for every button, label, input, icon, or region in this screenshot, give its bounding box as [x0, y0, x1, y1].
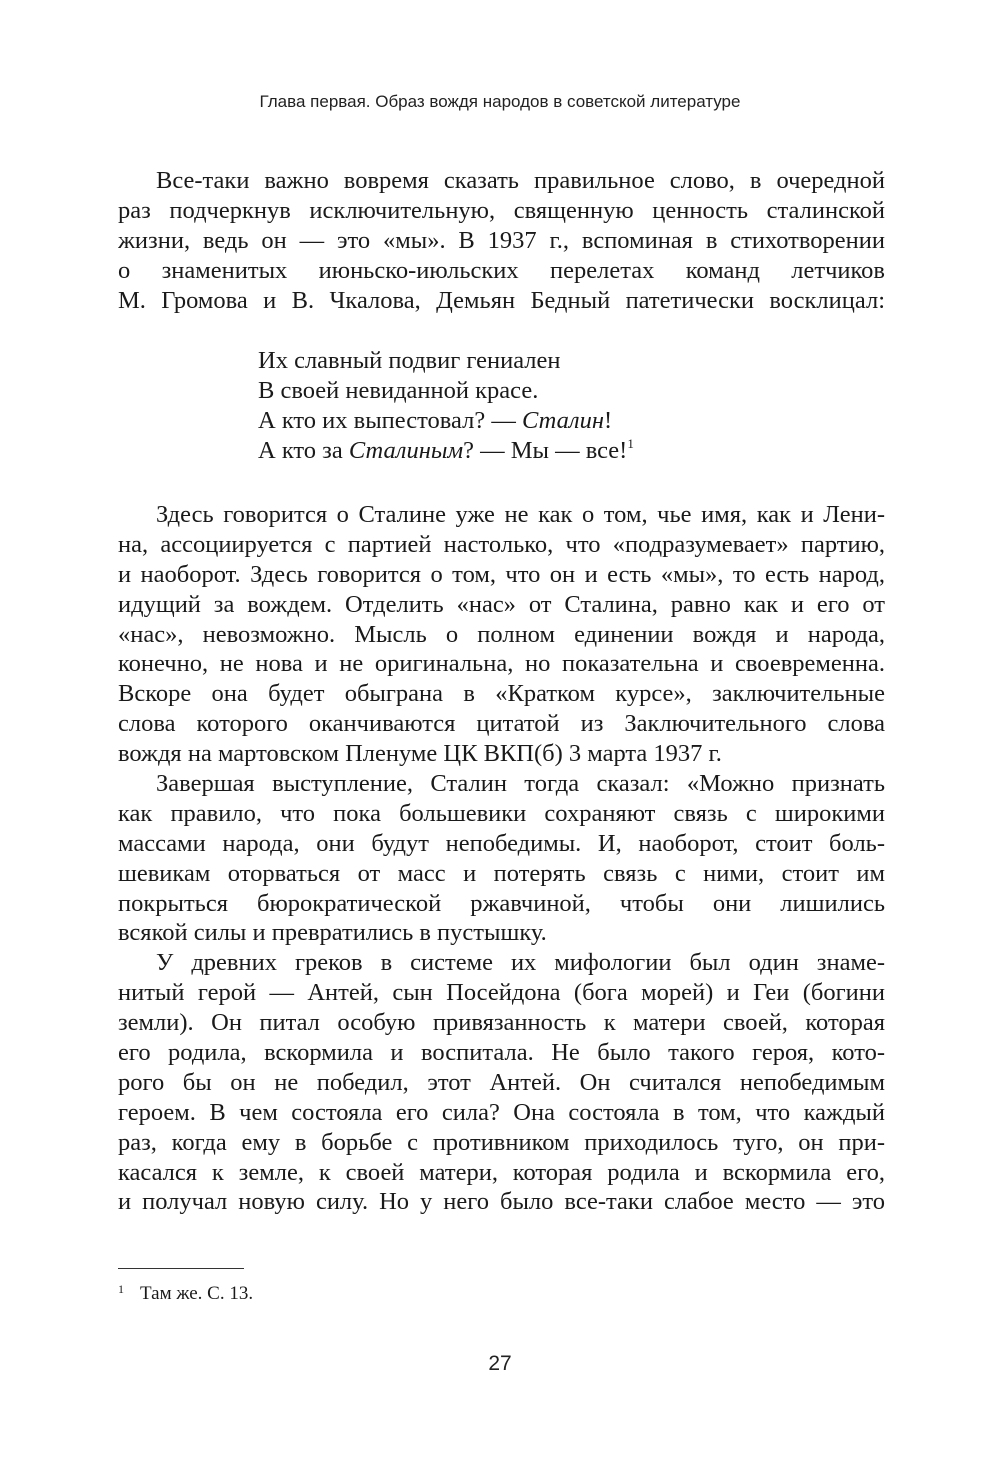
text-line: Все-таки важно вовремя сказать правильное слово, в очередной — [156, 167, 885, 194]
text-line: героем. В чем состояла его сила? Она состояла в том, что каждый — [118, 1098, 885, 1126]
text: ! — [604, 407, 613, 434]
text-line: вождя на мартовском Пленуме ЦК ВКП(б) 3 марта 1937 г. — [118, 740, 722, 768]
text-line: массами народа, они будут непобедимы. И, наоборот, стоит боль- — [118, 829, 885, 857]
running-header: Глава первая. Образ вождя народов в советской литературе — [259, 92, 741, 111]
footnote-divider — [118, 1268, 244, 1269]
text-line: М. Громова и В. Чкалова, Демьян Бедный патетически восклицал: — [118, 286, 885, 314]
text-line: слова которого оканчиваются цитатой из Заключительного слова — [118, 710, 885, 738]
footnote-number: 1 — [118, 1282, 124, 1296]
footnote-ref[interactable]: 1 — [627, 436, 634, 451]
text: А кто за — [258, 437, 349, 464]
text-line: Завершая выступление, Сталин тогда сказал: «Можно признать — [156, 770, 885, 798]
text-line: и получал новую силу. Но у него было все-таки слабое место — это — [118, 1188, 885, 1216]
italic-text: Сталиным — [348, 437, 464, 464]
text-line: рого бы он не победил, этот Антей. Он считался непобедимым — [118, 1068, 885, 1096]
page-number: 27 — [488, 1352, 512, 1375]
text-line: жизни, ведь он — это «мы». В 1937 г., вспоминая в стихотворении — [118, 226, 885, 254]
poem-line: В своей невиданной красе. — [258, 377, 539, 404]
text-line: шевикам оторваться от масс и потерять связь с ними, стоит им — [118, 859, 885, 887]
text-line: его родила, вскормила и воспитала. Не было такого героя, кото- — [118, 1039, 885, 1067]
text-line: раз подчеркнув исключительную, священную ценность сталинской — [118, 196, 885, 224]
text-line: о знаменитых июньско-июльских перелетах команд летчиков — [118, 256, 885, 284]
text-line: касался к земле, к своей матери, которая родила и вскормила его, — [118, 1158, 885, 1186]
footnote-text: Там же. С. 13. — [140, 1283, 254, 1304]
text-line: Здесь говорится о Сталине уже не как о том, чье имя, как и Лени- — [156, 501, 885, 528]
text-line: нитый герой — Антей, сын Посейдона (бога морей) и Геи (богини — [118, 979, 885, 1007]
poem-line — [258, 406, 634, 436]
paragraph-1 — [118, 166, 885, 315]
text-line: конечно, не нова и не оригинальна, но показательна и своевременна. — [118, 650, 885, 678]
text-line: на, ассоциируется с партией настолько, что «подразумевает» партию, — [118, 530, 885, 558]
footnote — [118, 1282, 253, 1305]
text-line: и наоборот. Здесь говорится о том, что он и есть «мы», то есть народ, — [118, 560, 885, 588]
text-line: как правило, что пока большевики сохраняют связь с широкими — [118, 799, 885, 827]
paragraph-2 — [118, 500, 885, 1217]
poem-line: Их славный подвиг гениален — [258, 347, 561, 374]
text-line: раз, когда ему в борьбе с противником приходилось туго, он при- — [118, 1128, 885, 1156]
text-line: земли). Он питал особую привязанность к матери своей, которая — [118, 1009, 885, 1037]
italic-text: Сталин — [521, 407, 604, 434]
text: А кто их выпестовал? — — [258, 407, 522, 434]
poem-line — [258, 436, 634, 466]
text-line: идущий за вождем. Отделить «нас» от Сталина, равно как и его от — [118, 590, 885, 618]
text-line: Вскоре она будет обыграна в «Кратком курсе», заключительные — [118, 680, 885, 708]
text-line: покрыться бюрократической ржавчиной, чтобы они лишились — [118, 889, 885, 917]
text: ? — Мы — все! — [463, 437, 628, 464]
text-line: всякой силы и превратились в пустышку. — [118, 919, 547, 947]
text-line: У древних греков в системе их мифологии был один знаме- — [156, 949, 885, 977]
text-line: «нас», невозможно. Мысль о полном единении вождя и народа, — [118, 620, 885, 648]
poem-quote — [258, 346, 634, 466]
